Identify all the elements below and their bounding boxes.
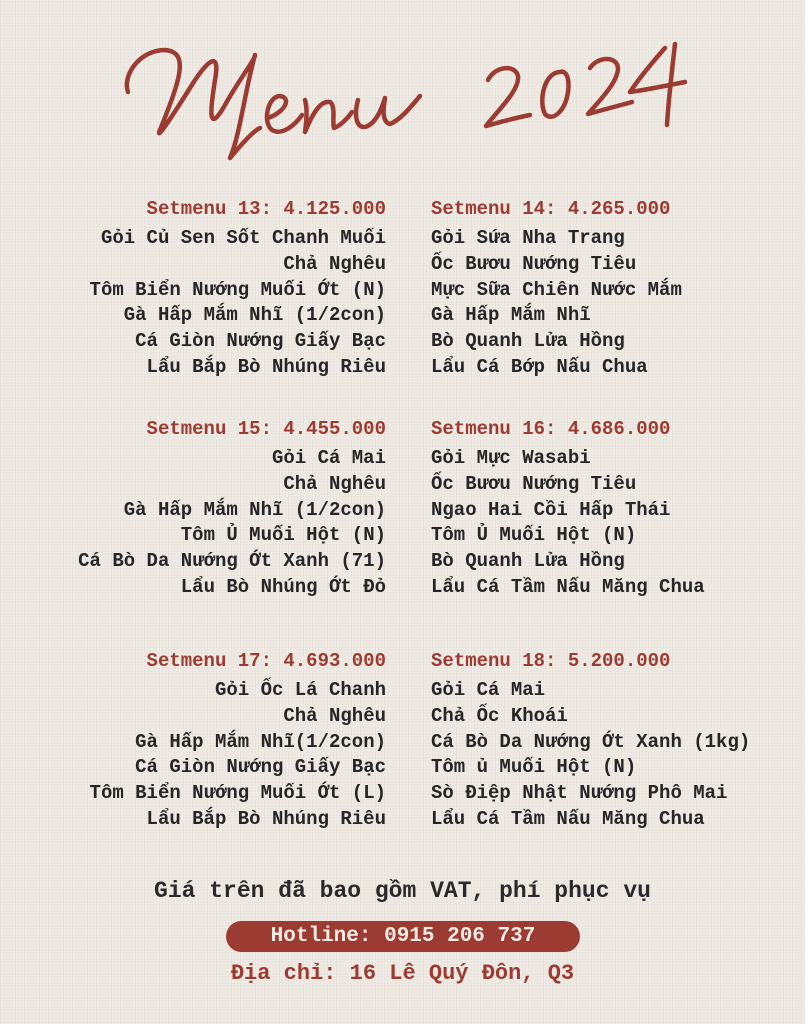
menu-item: Ốc Bươu Nướng Tiêu	[431, 472, 637, 495]
menu-item: Gỏi Mực Wasabi	[431, 447, 591, 469]
setmenu-17	[90, 650, 386, 833]
setmenu-heading: Setmenu 15: 4.455.000	[146, 418, 386, 440]
menu-title	[120, 30, 700, 170]
menu-item: Lẩu Bò Nhúng Ớt Đỏ	[180, 575, 386, 598]
menu-item: Tôm ủ Muối Hột (N)	[431, 756, 637, 779]
setmenu-13	[90, 198, 386, 381]
menu-item: Gỏi Củ Sen Sốt Chanh Muối	[100, 227, 386, 249]
menu-item: Mực Sữa Chiên Nước Mắm	[431, 278, 682, 301]
menu-item: Chả Nghêu	[283, 252, 386, 275]
setmenu-16	[431, 418, 705, 601]
menu-item: Lẩu Cá Tầm Nấu Măng Chua	[431, 807, 705, 830]
menu-item: Cá Bò Da Nướng Ớt Xanh (71)	[78, 550, 386, 573]
menu-item: Tôm Biển Nướng Muối Ớt (L)	[89, 782, 386, 805]
menu-item: Lẩu Cá Bớp Nấu Chua	[431, 355, 648, 378]
menu-item: Gà Hấp Mắm Nhĩ(1/2con)	[135, 730, 386, 753]
menu-item: Tôm Ủ Muối Hột (N)	[180, 524, 386, 547]
menu-item: Ốc Bươu Nướng Tiêu	[431, 252, 637, 275]
address: Địa chỉ: 16 Lê Quý Đôn, Q3	[230, 961, 575, 986]
setmenu-14	[431, 198, 682, 381]
setmenu-18	[431, 650, 750, 833]
menu-item: Gỏi Sứa Nha Trang	[431, 227, 625, 249]
menu-item: Gỏi Cá Mai	[271, 447, 386, 469]
setmenu-heading: Setmenu 18: 5.200.000	[431, 650, 671, 672]
hotline-badge: Hotline: 0915 206 737	[226, 921, 580, 952]
menu-item: Bò Quanh Lửa Hồng	[431, 550, 625, 573]
setmenu-15	[78, 418, 386, 601]
setmenu-heading: Setmenu 14: 4.265.000	[431, 198, 671, 220]
menu-item: Lẩu Cá Tầm Nấu Măng Chua	[431, 575, 705, 598]
setmenu-heading: Setmenu 17: 4.693.000	[146, 650, 386, 672]
menu-item: Ngao Hai Cồi Hấp Thái	[431, 498, 671, 521]
menu-item: Cá Giòn Nướng Giấy Bạc	[135, 330, 386, 353]
setmenu-heading: Setmenu 13: 4.125.000	[146, 198, 386, 220]
handwritten-title-graphic	[120, 30, 700, 170]
menu-item: Lẩu Bắp Bò Nhúng Riêu	[146, 807, 386, 830]
menu-item: Cá Bò Da Nướng Ớt Xanh (1kg)	[431, 730, 751, 753]
menu-item: Gà Hấp Mắm Nhĩ (1/2con)	[123, 498, 386, 521]
menu-item: Sò Điệp Nhật Nướng Phô Mai	[431, 782, 728, 805]
menu-item: Tôm Biển Nướng Muối Ớt (N)	[89, 278, 386, 301]
setmenu-heading: Setmenu 16: 4.686.000	[431, 418, 671, 440]
menu-item: Gỏi Cá Mai	[431, 679, 546, 701]
menu-item: Gỏi Ốc Lá Chanh	[214, 679, 386, 701]
menu-item: Gà Hấp Mắm Nhĩ	[431, 304, 591, 327]
price-note: Giá trên đã bao gồm VAT, phí phục vụ	[154, 878, 651, 904]
menu-item: Cá Giòn Nướng Giấy Bạc	[135, 756, 386, 779]
menu-item: Bò Quanh Lửa Hồng	[431, 330, 625, 353]
menu-item: Chả Nghêu	[283, 704, 386, 727]
menu-item: Lẩu Bắp Bò Nhúng Riêu	[146, 355, 386, 378]
menu-item: Gà Hấp Mắm Nhĩ (1/2con)	[123, 304, 386, 327]
menu-item: Tôm Ủ Muối Hột (N)	[431, 524, 637, 547]
menu-item: Chả Nghêu	[283, 472, 386, 495]
menu-item: Chả Ốc Khoái	[431, 704, 568, 727]
